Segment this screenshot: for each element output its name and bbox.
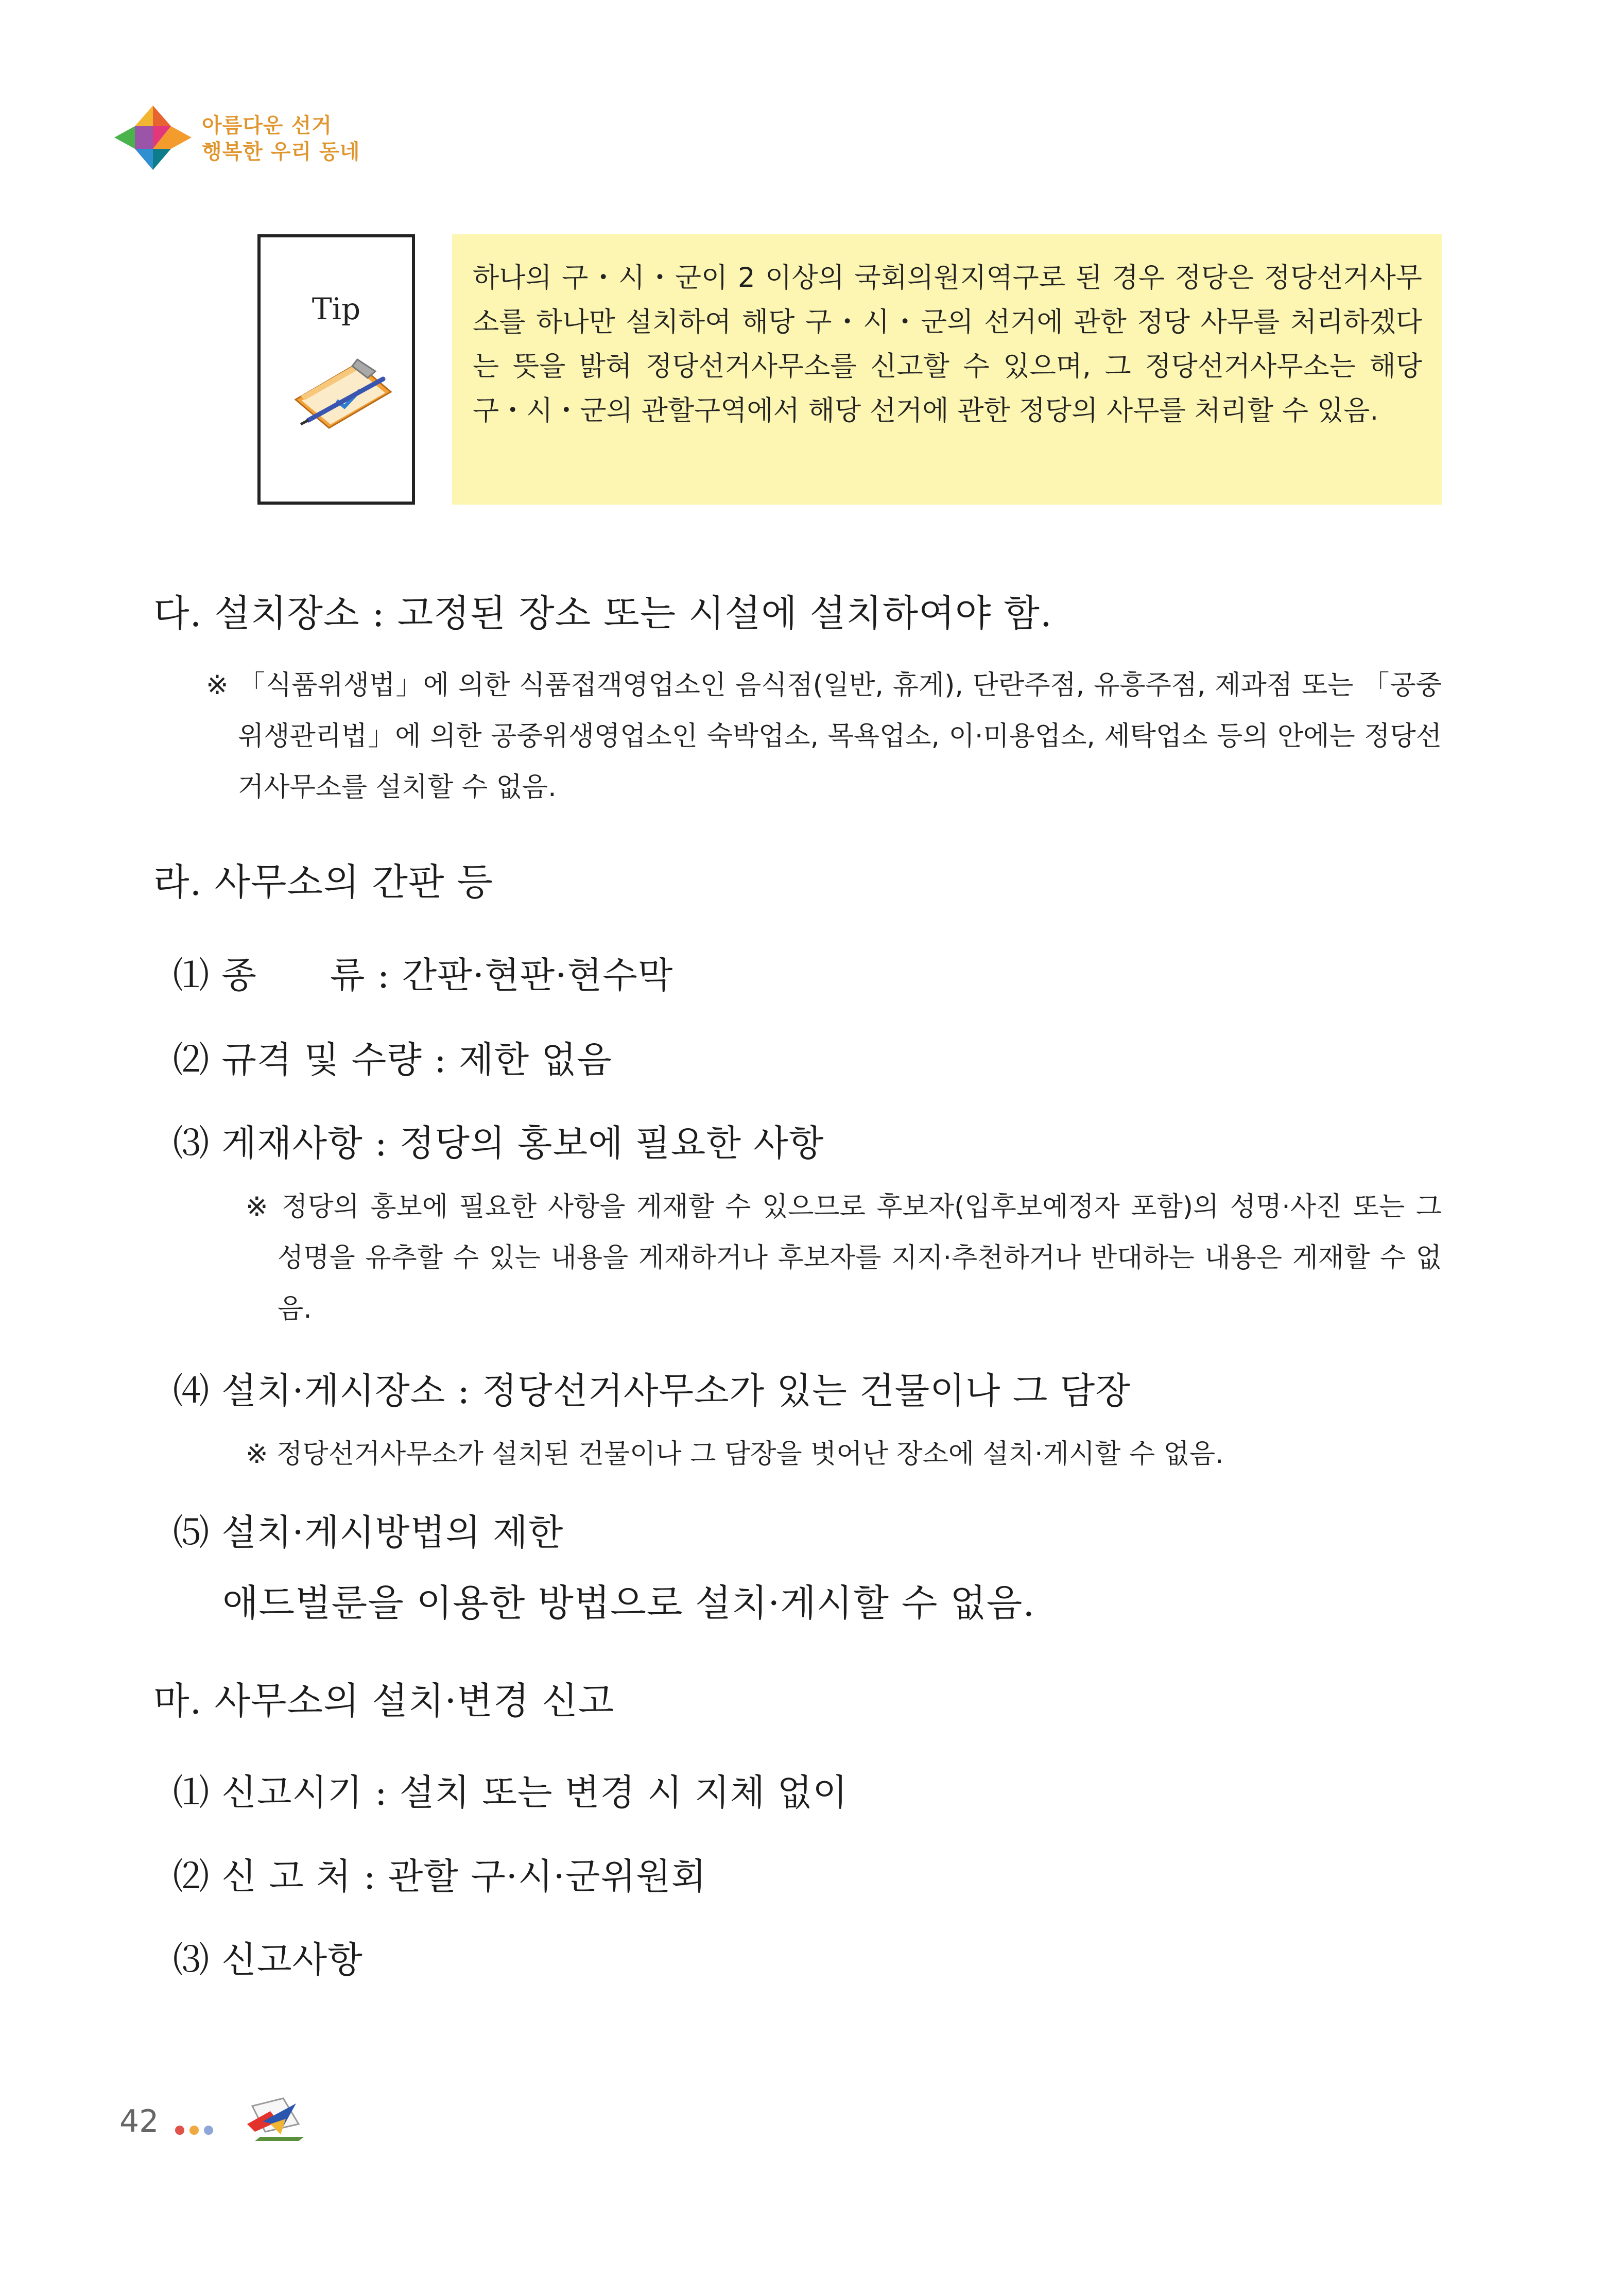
- section-ma-item2: ⑵ 신 고 처 : 관할 구·시·군위원회: [173, 1855, 707, 1897]
- section-da-note: [206, 660, 1442, 813]
- section-ra-item5: ⑸ 설치·게시방법의 제한: [173, 1511, 564, 1554]
- tip-text-box: [452, 234, 1442, 505]
- section-ra-item3-note: [246, 1182, 1442, 1335]
- footer-dot-blue: [204, 2126, 213, 2135]
- section-ra-item3-note-text: ※ 정당의 홍보에 필요한 사항을 게재할 수 있으므로 후보자(입후보예정자 포함)의 성명·사진 또는 그 성명을 유추할 수 있는 내용을 게재하거나 후보자를 지지·추천하거나 반대하는 내용은 게재할 수 없음.: [246, 1192, 1442, 1324]
- section-ma-heading: 마. 사무소의 설치·변경 신고: [153, 1679, 615, 1722]
- section-ra-item4-note: [246, 1429, 1442, 1480]
- header-slogan-line2: 행복한 우리 동네: [202, 140, 360, 164]
- header-slogan-line1: 아름다운 선거: [202, 114, 332, 137]
- tip-label: Tip: [312, 291, 361, 326]
- section-ra-item1: ⑴ 종 류 : 간판·현판·현수막: [173, 954, 673, 996]
- section-da-heading: 다. 설치장소 : 고정된 장소 또는 시설에 설치하여야 함.: [153, 592, 1052, 635]
- clipboard-pen-icon: [280, 343, 399, 436]
- footer-dot-orange: [189, 2126, 199, 2135]
- section-da-note-text: ※ 「식품위생법」에 의한 식품접객영업소인 음식점(일반, 휴게), 단란주점, 유흥주점, 제과점 또는 「공중위생관리법」에 의한 공중위생영업소인 숙박업소, 목욕업소, 이·미용업소, 세탁업소 등의 안에는 정당선거사무소를 설치할 수 없음.: [206, 670, 1442, 803]
- section-ra-item3: ⑶ 게재사항 : 정당의 홍보에 필요한 사항: [173, 1122, 824, 1164]
- section-ma-item3: ⑶ 신고사항: [173, 1939, 363, 1981]
- section-ma-item1: ⑴ 신고시기 : 설치 또는 변경 시 지체 없이: [173, 1771, 848, 1814]
- ballot-bird-icon: [242, 2096, 309, 2145]
- footer-dot-red: [175, 2126, 184, 2135]
- section-ra-heading: 라. 사무소의 간판 등: [153, 860, 493, 904]
- section-ra-item2: ⑵ 규격 및 수량 : 제한 없음: [173, 1039, 612, 1081]
- section-ra-item5-body: 애드벌룬을 이용한 방법으로 설치·게시할 수 없음.: [222, 1581, 1035, 1625]
- page-number: 42: [119, 2103, 159, 2139]
- election-logo-icon: [114, 106, 192, 170]
- tip-box: [257, 234, 415, 505]
- section-ra-item4: ⑷ 설치·게시장소 : 정당선거사무소가 있는 건물이나 그 담장: [173, 1370, 1131, 1412]
- tip-text: 하나의 구・시・군이 2 이상의 국회의원지역구로 된 경우 정당은 정당선거사무소를 하나만 설치하여 해당 구・시・군의 선거에 관한 정당 사무를 처리하겠다는 뜻을 밝혀 정당선거사무소를 신고할 수 있으며, 그 정당선거사무소는 해당 구・시・군의 관할구역에서 해당 선거에 관한 정당의 사무를 처리할 수 있음.: [473, 262, 1422, 426]
- section-ra-item4-note-text: ※ 정당선거사무소가 설치된 건물이나 그 담장을 벗어난 장소에 설치·게시할 수 없음.: [246, 1439, 1224, 1470]
